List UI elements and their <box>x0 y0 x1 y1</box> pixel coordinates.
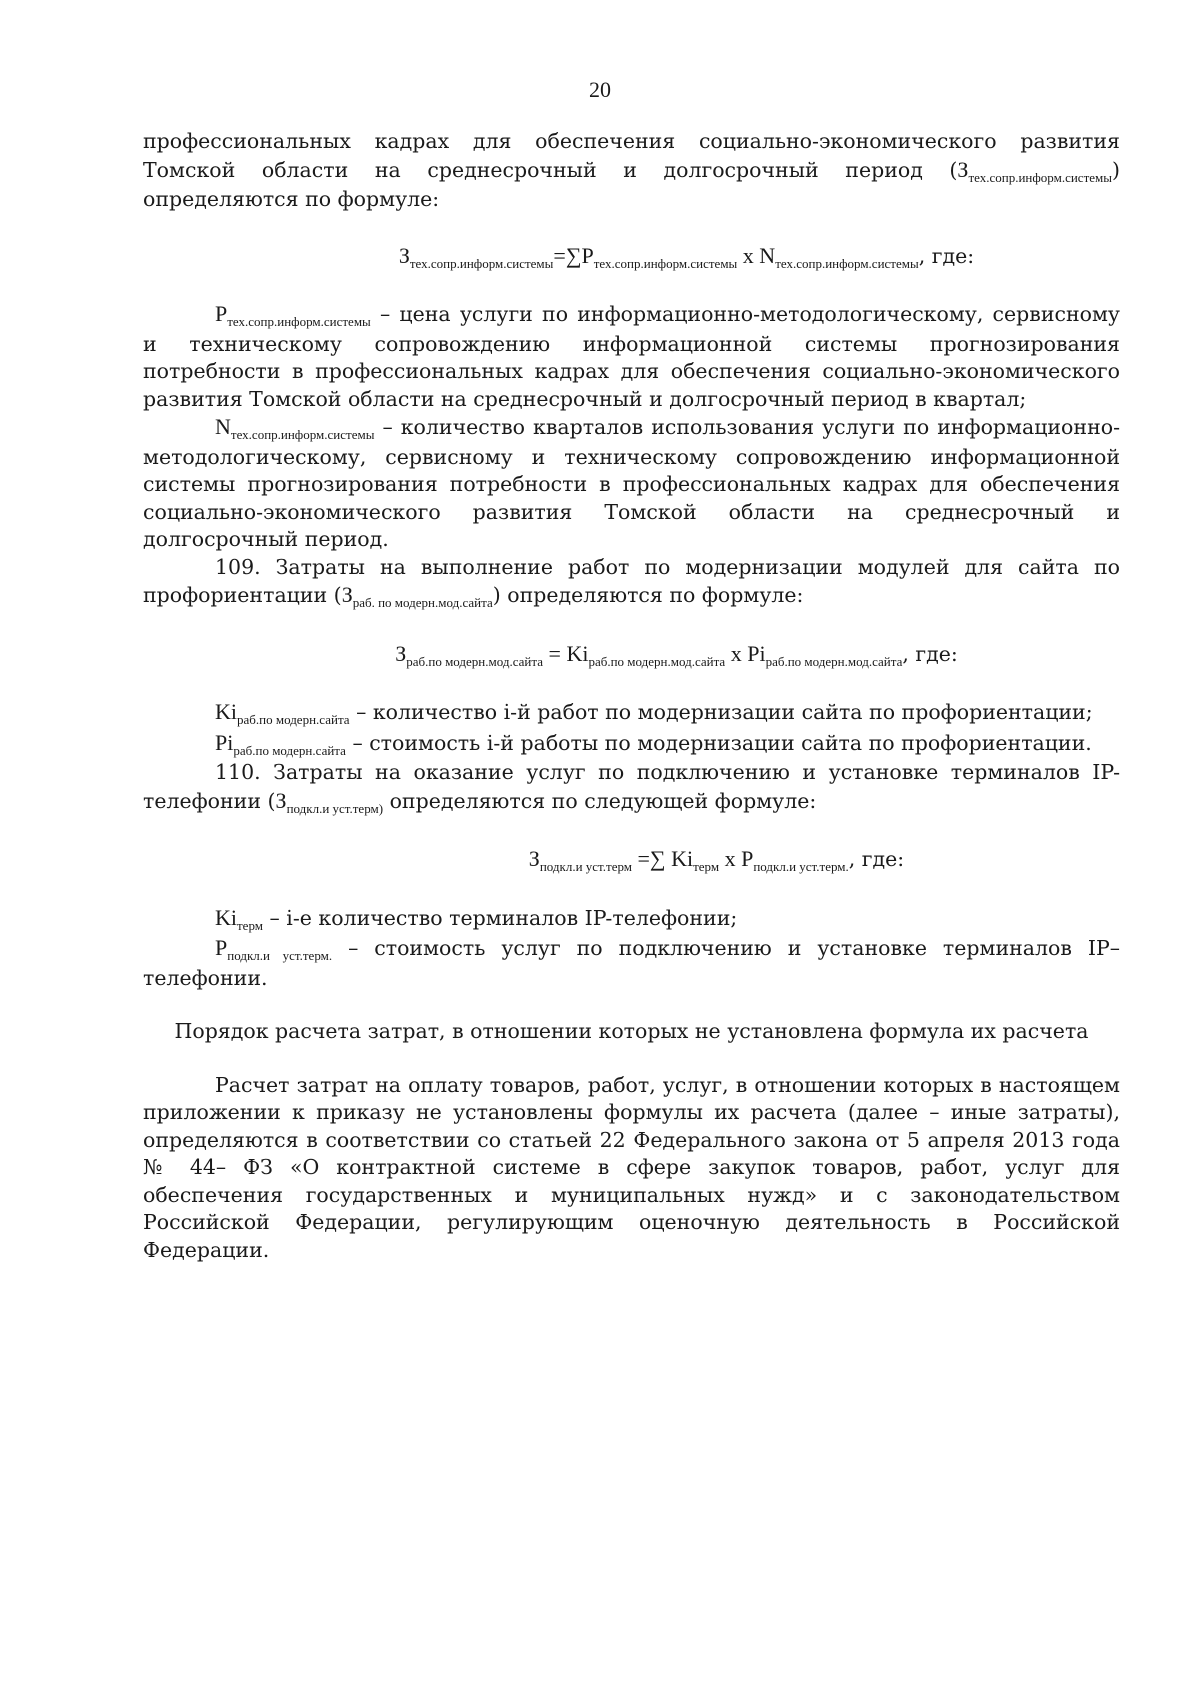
definition-text: – стоимость i-й работы по модернизации сайта по профориентации. <box>345 730 1092 755</box>
definition-text: – количество кварталов использования услуги по информационно-методологическому, сервисному и техническому сопровождению информационной системы прогнозирования потребности в профессиональных кадрах для обеспечения социально-экономического развития Томской области на среднесрочный и долгосрочный период. <box>143 415 1120 551</box>
paragraph-text: ) определяются по формуле: <box>143 157 1120 211</box>
paragraph-text: профессиональных кадрах для обеспечения социально-экономического развития Томской области на среднесрочный и долгосрочный период ( <box>143 129 1120 182</box>
formula-symbol: З <box>275 787 287 813</box>
definition-text: – стоимость услуг по подключению и установке терминалов IP– телефонии. <box>143 936 1120 990</box>
formula-symbol: P <box>741 846 754 871</box>
paragraph-other-costs: Расчет затрат на оплату товаров, работ, услуг, в отношении которых в настоящем приложении к приказу не установлены формулы их расчета (далее – иные затраты), определяются в соответствии со статьей 22 Федерального закона от 5 апреля 2013 года № 44– ФЗ «О контрактной системе в сфере закупок товаров, работ, услуг для обеспечения государственных и муниципальных нужд» и с законодательством Российской Федерации, регулирующим оценочную деятельность в Российской Федерации. <box>143 1072 1120 1262</box>
formula-subscript: тех.сопр.информ.системы <box>593 255 738 271</box>
formula-subscript: подкл.и уст.терм. <box>753 859 849 874</box>
formula-symbol: Pi <box>747 640 766 666</box>
formula-symbol: З <box>395 640 407 666</box>
definition-terminal-count <box>143 904 1120 935</box>
formula-symbol: З <box>341 582 353 607</box>
formula-symbol: N <box>215 414 231 439</box>
section-heading: Порядок расчета затрат, в отношении которых не установлена формула их расчета <box>174 1019 1089 1043</box>
formula-symbol: З <box>528 846 540 871</box>
paragraph-continuation <box>143 128 1120 214</box>
formula-tail: , где: <box>902 641 958 666</box>
formula-symbol: Ki <box>566 640 589 666</box>
formula-subscript: подкл.и уст.терм <box>539 859 632 874</box>
formula-site-modernization <box>143 640 1120 671</box>
definition-text: – цена услуги по информационно-методологическому, сервисному и техническому сопровождению информационной системы прогнозирования потребности в профессиональных кадрах для обеспечения социально-экономического развития Томской области на среднесрочный и долгосрочный период в квартал; <box>143 302 1120 411</box>
formula-symbol: P <box>581 242 594 268</box>
formula-operator: =∑ <box>632 846 672 871</box>
formula-subscript: тех.сопр.информ.системы <box>409 255 554 271</box>
paragraph-110 <box>143 759 1120 817</box>
definition-text: – количество i-й работ по модернизации сайта по профориентации; <box>349 700 1093 724</box>
formula-subscript: тех.сопр.информ.системы <box>775 255 919 271</box>
formula-symbol: P <box>215 935 228 960</box>
definition-work-count <box>143 698 1120 729</box>
formula-operator: = <box>543 640 567 666</box>
document-body <box>143 128 1120 1264</box>
formula-symbol: Ki <box>215 904 237 930</box>
formula-subscript: тех.сопр.информ.системы <box>227 314 371 329</box>
definition-text: – i-е количество терминалов IP-телефонии; <box>262 905 738 930</box>
formula-subscript: подкл.и уст.терм. <box>227 948 333 963</box>
paragraph-text: определяются по следующей формуле: <box>383 788 817 813</box>
formula-subscript: раб.по модерн.мод.сайта <box>588 653 726 669</box>
formula-tail: , где: <box>918 243 975 268</box>
formula-symbol: Ki <box>671 846 694 871</box>
formula-symbol: P <box>215 301 228 326</box>
formula-symbol: Ki <box>215 699 237 724</box>
formula-subscript: тех.сопр.информ.системы <box>968 169 1112 185</box>
formula-symbol: Pi <box>215 729 234 755</box>
formula-operator: =∑ <box>553 242 582 268</box>
formula-subscript: тех.сопр.информ.системы <box>230 427 375 442</box>
definition-work-cost <box>143 729 1120 760</box>
formula-operator: x <box>737 242 760 268</box>
formula-operator: x <box>725 640 748 666</box>
formula-subscript: раб.по модерн.сайта <box>233 742 346 758</box>
formula-symbol: З <box>398 242 410 268</box>
formula-operator: x <box>719 846 742 871</box>
formula-symbol: З <box>957 156 969 182</box>
paragraph-text: ) определяются по формуле: <box>492 583 804 607</box>
formula-subscript: терм <box>693 859 720 874</box>
formula-subscript: раб.по модерн.сайта <box>237 712 350 727</box>
paragraph-109 <box>143 554 1120 612</box>
formula-tail: , где: <box>848 847 905 871</box>
formula-subscript: раб.по модерн.мод.сайта <box>406 653 544 669</box>
definition-quarters <box>143 413 1120 554</box>
paragraph-text: 109. Затраты на выполнение работ по модернизации модулей для сайта по профориентации ( <box>143 554 1120 607</box>
paragraph-text: 110. Затраты на оказание услуг по подключению и установке терминалов IP-телефонии ( <box>143 760 1120 813</box>
formula-subscript: раб. по модерн.мод.сайта <box>352 595 493 610</box>
formula-symbol: N <box>759 242 776 268</box>
formula-subscript: подкл.и уст.терм) <box>286 800 384 816</box>
formula-subscript: терм <box>237 917 263 933</box>
formula-subscript: раб.по модерн.мод.сайта <box>765 653 903 669</box>
formula-terminals <box>143 845 1120 876</box>
formula-tech-support <box>143 242 1120 273</box>
definition-price <box>143 300 1120 413</box>
definition-terminal-cost <box>143 934 1120 992</box>
page-number: 20 <box>589 77 611 102</box>
